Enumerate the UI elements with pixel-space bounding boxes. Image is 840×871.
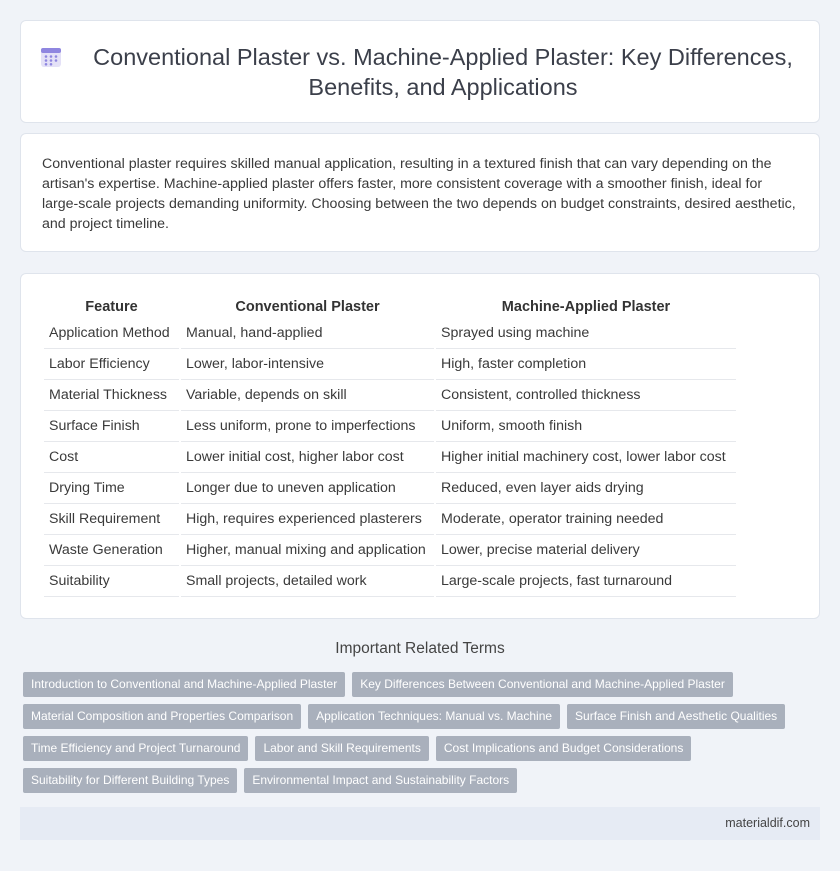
table-cell: Sprayed using machine (436, 318, 736, 349)
table-cell: Surface Finish (44, 411, 179, 442)
related-term-tag[interactable]: Introduction to Conventional and Machine-Applied Plaster (23, 672, 345, 697)
table-cell: Suitability (44, 566, 179, 597)
related-term-tag[interactable]: Key Differences Between Conventional and Machine-Applied Plaster (352, 672, 733, 697)
header-card (20, 20, 820, 123)
footer (20, 807, 820, 840)
table-cell: Large-scale projects, fast turnaround (436, 566, 736, 597)
column-header-conventional: Conventional Plaster (235, 299, 380, 315)
table-cell: Cost (44, 442, 179, 473)
table-row (44, 349, 736, 380)
related-term-tag[interactable]: Application Techniques: Manual vs. Machine (308, 704, 560, 729)
table-cell: Consistent, controlled thickness (436, 380, 736, 411)
table-cell: Material Thickness (44, 380, 179, 411)
table-cell: Skill Requirement (44, 504, 179, 535)
table-row (44, 380, 736, 411)
table-cell: Uniform, smooth finish (436, 411, 736, 442)
related-term-tag[interactable]: Suitability for Different Building Types (23, 768, 237, 793)
table-cell: Lower, precise material delivery (436, 535, 736, 566)
table-cell: Labor Efficiency (44, 349, 179, 380)
related-term-tag[interactable]: Environmental Impact and Sustainability Factors (244, 768, 517, 793)
footer-site-link[interactable]: materialdif.com (725, 816, 810, 830)
table-cell: Lower, labor-intensive (181, 349, 434, 380)
related-terms-heading: Important Related Terms (335, 640, 505, 657)
table-row (44, 535, 736, 566)
table-row (44, 411, 736, 442)
table-cell: Drying Time (44, 473, 179, 504)
table-row (44, 318, 736, 349)
table-cell: Application Method (44, 318, 179, 349)
table-cell: Longer due to uneven application (181, 473, 434, 504)
table-cell: Variable, depends on skill (181, 380, 434, 411)
table-cell: High, faster completion (436, 349, 736, 380)
intro-card (20, 133, 820, 252)
table-cell: Reduced, even layer aids drying (436, 473, 736, 504)
table-cell: Higher initial machinery cost, lower labor cost (436, 442, 736, 473)
table-cell: Small projects, detailed work (181, 566, 434, 597)
table-header-row (44, 296, 736, 318)
page-title: Conventional Plaster vs. Machine-Applied Plaster: Key Differences, Benefits, and Applications (93, 43, 793, 100)
table-row (44, 473, 736, 504)
table-cell: Less uniform, prone to imperfections (181, 411, 434, 442)
table-cell: Waste Generation (44, 535, 179, 566)
table-row (44, 504, 736, 535)
related-term-tag[interactable]: Time Efficiency and Project Turnaround (23, 736, 248, 761)
table-cell: Moderate, operator training needed (436, 504, 736, 535)
calendar-icon (39, 45, 63, 69)
column-header-machine: Machine-Applied Plaster (501, 299, 671, 315)
table-cell: High, requires experienced plasterers (181, 504, 434, 535)
table-cell: Manual, hand-applied (181, 318, 434, 349)
comparison-table-card (20, 273, 820, 619)
related-term-tag[interactable]: Surface Finish and Aesthetic Qualities (567, 704, 785, 729)
intro-paragraph: Conventional plaster requires skilled manual application, resulting in a textured finish that can vary depending on the artisan's expertise. Machine-applied plaster offers faster, more consistent coverage with a smoother finish, ideal for large-scale projects demanding uniformity. Choosing between the two depends on budget constraints, desired aesthetic, and project timeline. (42, 156, 796, 232)
table-cell: Higher, manual mixing and application (181, 535, 434, 566)
column-header-feature: Feature (85, 299, 138, 315)
table-cell: Lower initial cost, higher labor cost (181, 442, 434, 473)
related-term-tag[interactable]: Cost Implications and Budget Considerations (436, 736, 691, 761)
related-term-tag[interactable]: Material Composition and Properties Comparison (23, 704, 301, 729)
comparison-table (42, 296, 738, 597)
related-term-tag[interactable]: Labor and Skill Requirements (255, 736, 428, 761)
related-terms-tags (23, 672, 803, 800)
table-row (44, 566, 736, 597)
table-row (44, 442, 736, 473)
